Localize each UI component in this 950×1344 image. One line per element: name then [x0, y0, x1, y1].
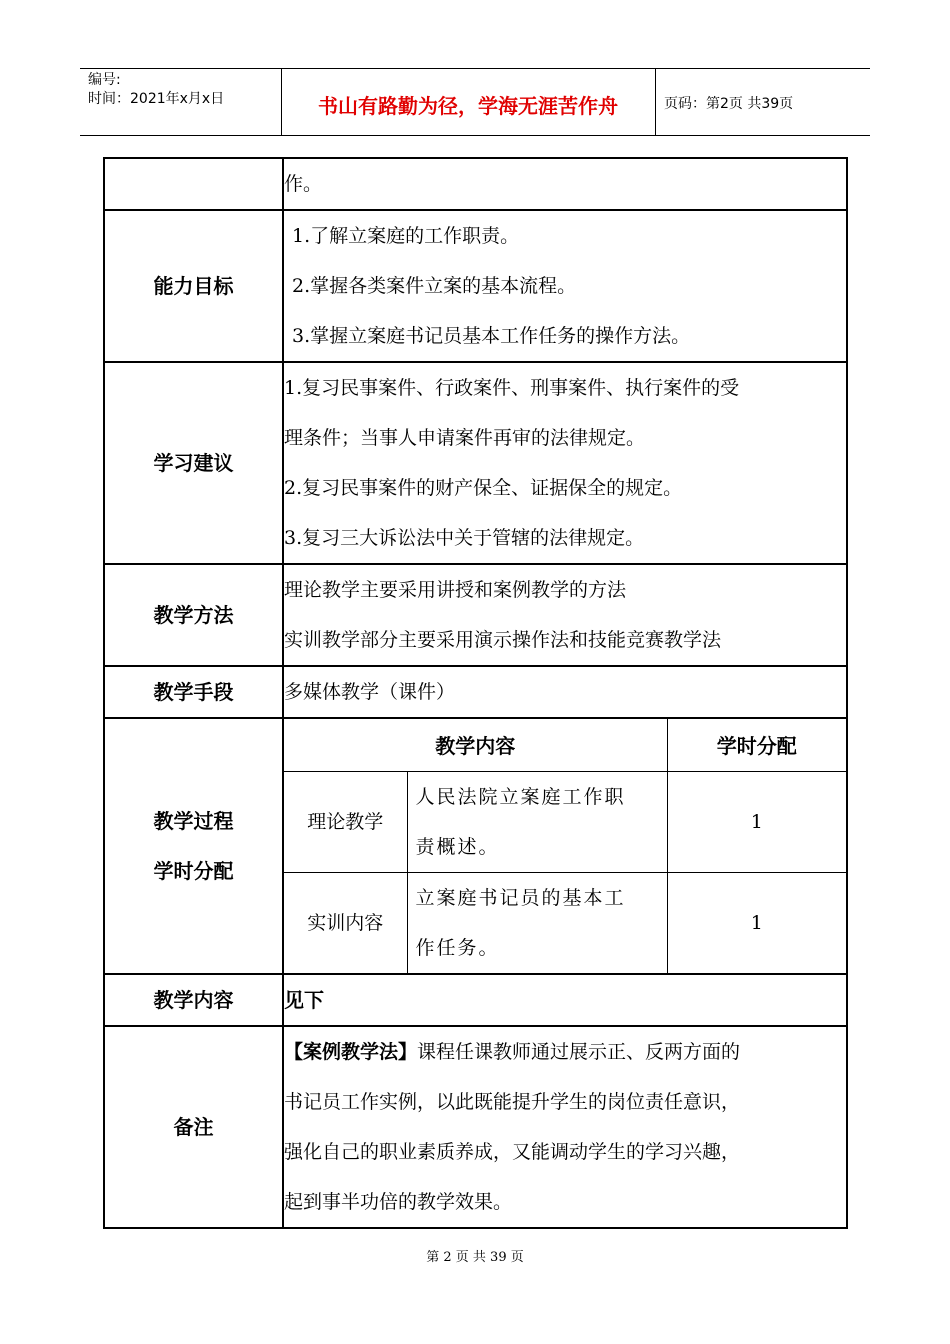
row-content [104, 974, 847, 1026]
ability-label: 能力目标 [104, 210, 283, 362]
content-label: 教学内容 [104, 974, 283, 1026]
header-meta [88, 71, 224, 109]
header-bottom-rule [80, 135, 870, 136]
content-text: 见下 [284, 988, 324, 1012]
allocation-hours: 1 [667, 872, 846, 973]
notes-line: 强化自己的职业素质养成，又能调动学生的学习兴趣， [284, 1141, 741, 1163]
ability-cell [283, 210, 847, 362]
process-allocation-table [284, 719, 846, 973]
method-line: 理论教学主要采用讲授和案例教学的方法 [284, 579, 627, 601]
process-label-line1: 教学过程 [153, 809, 234, 833]
allocation-content-line: 立案庭书记员的基本工 [415, 886, 626, 909]
allocation-content [407, 771, 667, 872]
row-process [104, 718, 847, 974]
ability-item: 2.掌握各类案件立案的基本流程。 [292, 275, 577, 297]
study-line: 1.复习民事案件、行政案件、刑事案件、执行案件的受 [284, 377, 740, 399]
header-teaching-content: 教学内容 [284, 719, 667, 771]
content-cell [283, 974, 847, 1026]
allocation-content-line: 人民法院立案庭工作职 [415, 785, 626, 808]
notes-line-rest: 课程任课教师通过展示正、反两方面的 [417, 1041, 741, 1063]
notes-method-tag: 【案例教学法】 [284, 1041, 418, 1063]
ability-item: 1.了解立案庭的工作职责。 [292, 225, 520, 247]
allocation-header-row [284, 719, 846, 771]
allocation-row [284, 872, 846, 973]
method-line: 实训教学部分主要采用演示操作法和技能竞赛教学法 [284, 629, 722, 651]
allocation-type: 实训内容 [284, 872, 407, 973]
allocation-content-line: 责概述。 [415, 835, 500, 858]
page-footer: 第 2 页 共 39 页 [426, 1250, 524, 1265]
allocation-content [407, 872, 667, 973]
means-text: 多媒体教学（课件） [284, 681, 456, 703]
continuation-label-cell [104, 158, 283, 210]
header-hours: 学时分配 [667, 719, 846, 771]
means-label: 教学手段 [104, 666, 283, 718]
header-motto: 书山有路勤为径，学海无涯苦作舟 [318, 94, 618, 118]
allocation-row [284, 771, 846, 872]
lesson-plan-table [103, 157, 848, 1229]
allocation-hours: 1 [667, 771, 846, 872]
continuation-cell [283, 158, 847, 210]
header-page-info: 页码：第2页 共39页 [664, 96, 794, 112]
row-study [104, 362, 847, 564]
notes-line: 书记员工作实例，以此既能提升学生的岗位责任意识， [284, 1091, 741, 1113]
doc-number-label: 编号: [88, 72, 121, 88]
allocation-type: 理论教学 [284, 771, 407, 872]
notes-label: 备注 [104, 1026, 283, 1228]
row-continuation [104, 158, 847, 210]
notes-cell [283, 1026, 847, 1228]
process-cell [283, 718, 847, 974]
row-ability [104, 210, 847, 362]
row-method [104, 564, 847, 666]
study-label: 学习建议 [104, 362, 283, 564]
row-means [104, 666, 847, 718]
study-cell [283, 362, 847, 564]
study-line: 3.复习三大诉讼法中关于管辖的法律规定。 [284, 527, 645, 549]
study-line: 理条件；当事人申请案件再审的法律规定。 [284, 427, 646, 449]
method-label: 教学方法 [104, 564, 283, 666]
allocation-content-line: 作任务。 [415, 936, 500, 959]
method-cell [283, 564, 847, 666]
notes-line: 起到事半功倍的教学效果。 [284, 1191, 513, 1213]
ability-item: 3.掌握立案庭书记员基本工作任务的操作方法。 [292, 325, 691, 347]
row-notes [104, 1026, 847, 1228]
doc-date: 时间：2021年x月x日 [88, 91, 225, 107]
notes-line [284, 1027, 846, 1077]
process-label-line2: 学时分配 [153, 859, 234, 883]
header-top-rule [80, 68, 870, 69]
means-cell [283, 666, 847, 718]
header-divider-right [655, 68, 656, 135]
study-line: 2.复习民事案件的财产保全、证据保全的规定。 [284, 477, 683, 499]
continuation-text: 作。 [284, 173, 323, 195]
process-label [104, 718, 283, 974]
